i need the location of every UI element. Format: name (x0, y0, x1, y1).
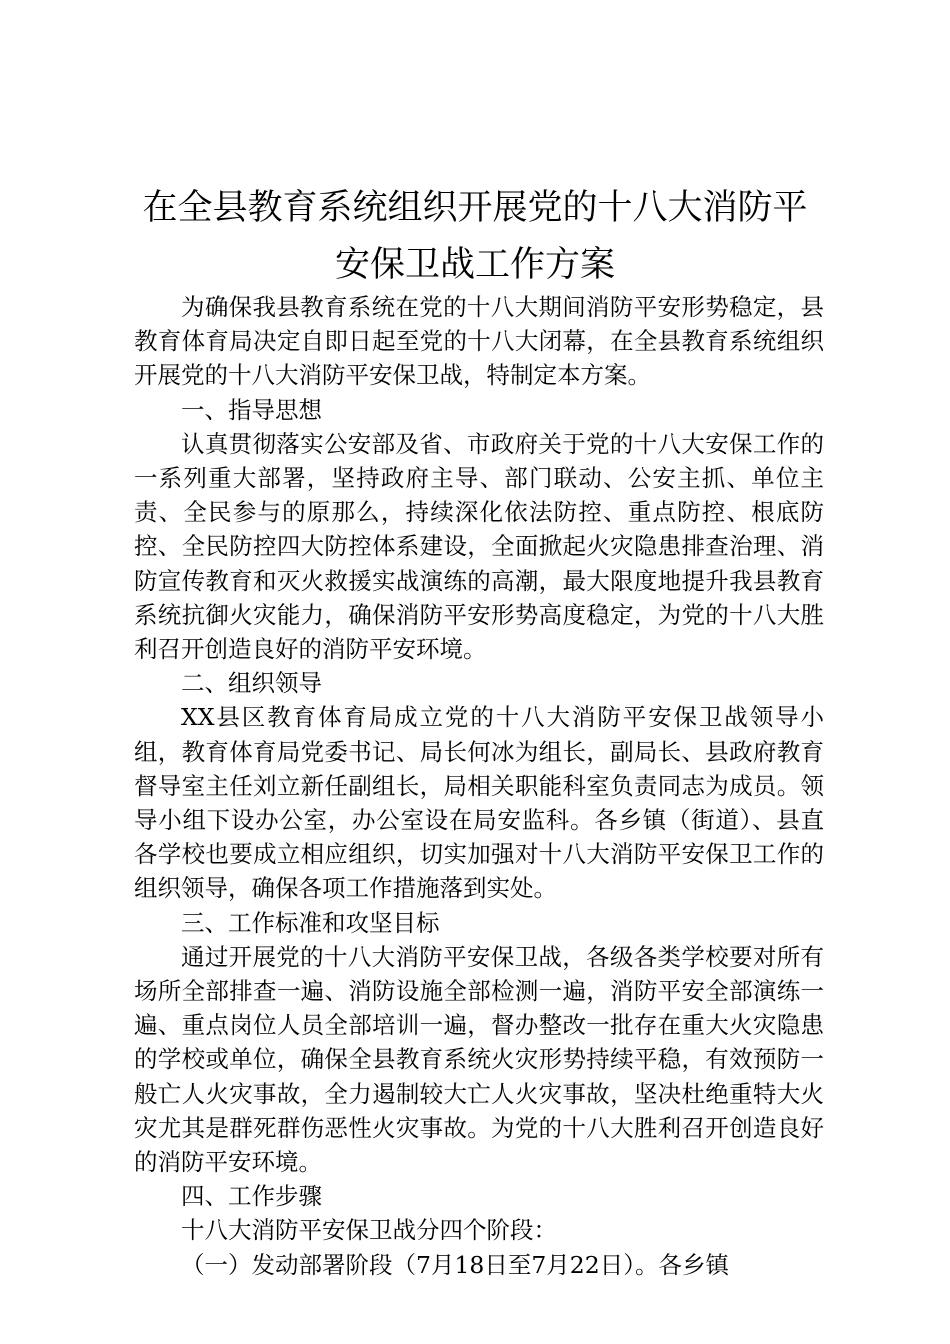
section-heading-organization: 二、组织领导 (181, 669, 322, 698)
document-body (134, 290, 824, 1282)
section-heading-guiding-thought: 一、指导思想 (181, 395, 322, 424)
intro-paragraph: 为确保我县教育系统在党的十八大期间消防平安形势稳定，县教育体育局决定自即日起至党的十八大闭幕，在全县教育系统组织开展党的十八大消防平安保卫战，特制定本方案。 (134, 293, 824, 390)
document-title-line-2: 安保卫战工作方案 (334, 245, 615, 285)
section-heading-standards-goals: 三、工作标准和攻坚目标 (181, 908, 440, 937)
work-steps-intro: 十八大消防平安保卫战分四个阶段： (181, 1216, 557, 1245)
section-heading-work-steps: 四、工作步骤 (181, 1182, 322, 1211)
work-step-1: （一）发动部署阶段（7月18日至7月22日）。各乡镇 (181, 1250, 729, 1279)
organization-paragraph: XX县区教育体育局成立党的十八大消防平安保卫战领导小组，教育体育局党委书记、局长何冰为组长，副局长、县政府教育督导室主任刘立新任副组长，局相关职能科室负责同志为成员。领导小组下设办公室，办公室设在局安监科。各乡镇（街道）、县直各学校也要成立相应组织，切实加强对十八大消防平安保卫工作的组织领导，确保各项工作措施落到实处。 (134, 703, 824, 903)
guiding-thought-paragraph: 认真贯彻落实公安部及省、市政府关于党的十八大安保工作的一系列重大部署，坚持政府主导、部门联动、公安主抓、单位主责、全民参与的原那么，持续深化依法防控、重点防控、根底防控、全民防控四大防控体系建设，全面掀起火灾隐患排查治理、消防宣传教育和灭火救援实战演练的高潮，最大限度地提升我县教育系统抗御火灾能力，确保消防平安形势高度稳定，为党的十八大胜利召开创造良好的消防平安环境。 (134, 429, 824, 664)
standards-goals-paragraph: 通过开展党的十八大消防平安保卫战，各级各类学校要对所有场所全部排查一遍、消防设施全部检测一遍，消防平安全部演练一遍、重点岗位人员全部培训一遍，督办整改一批存在重大火灾隐患的学校或单位，确保全县教育系统火灾形势持续平稳，有效预防一般亡人火灾事故，全力遏制较大亡人火灾事故，坚决杜绝重特大火灾尤其是群死群伤恶性火灾事故。为党的十八大胜利召开创造良好的消防平安环境。 (134, 942, 824, 1177)
document-title-line-1: 在全县教育系统组织开展党的十八大消防平 (142, 188, 808, 228)
